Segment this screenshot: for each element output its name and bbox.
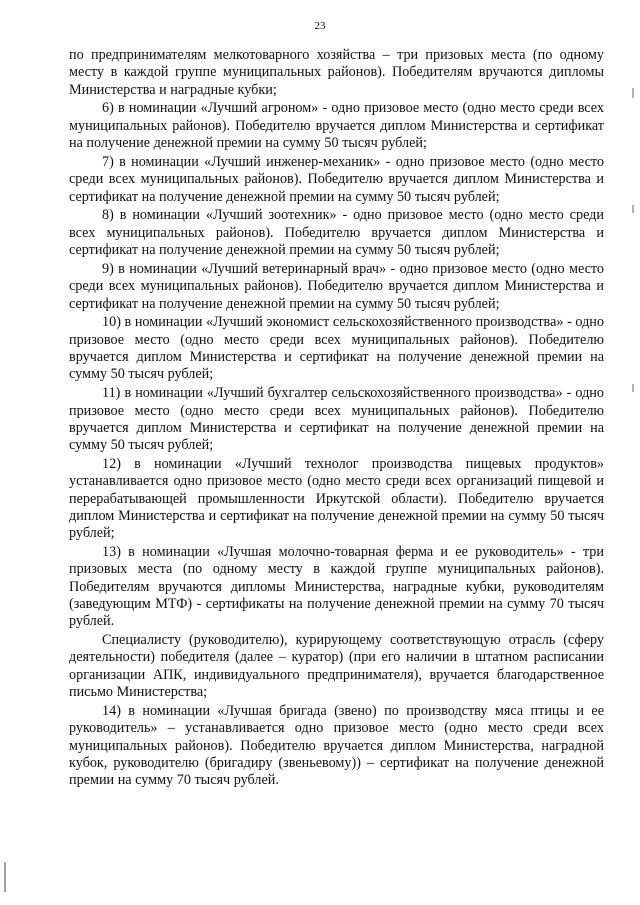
paragraph-item-14: 14) в номинации «Лучшая бригада (звено) по производству мяса птицы и ее руководитель» – устанавливается одно призовое место (одно место среди всех муниципальных районов). Победителю вручается диплом Министерства, наградной кубок, руководителю (бригадиру (звеньевому)) – сертификат на получение денежной премии на сумму 70 тысяч рублей. <box>69 702 604 789</box>
document-body <box>69 47 604 791</box>
paragraph-item-10: 10) в номинации «Лучший экономист сельскохозяйственного производства» - одно призовое место (одно место среди всех муниципальных районов). Победителю вручается диплом Министерства и сертификат на получение денежной премии на сумму 50 тысяч рублей; <box>69 314 604 383</box>
scan-artifact <box>632 88 634 98</box>
paragraph-continuation: по предпринимателям мелкотоварного хозяйства – три призовых места (по одному месту в каждой группе муниципальных районов). Победителям вручаются дипломы Министерства и наградные кубки; <box>69 47 604 98</box>
scan-artifact <box>632 384 634 392</box>
paragraph-curator-note: Специалисту (руководителю), курирующему соответствующую отрасль (сферу деятельности) победителя (далее – куратор) (при его наличии в штатном расписании организации АПК, индивидуального предпринимателя), вручается благодарственное письмо Министерства; <box>69 632 604 701</box>
paragraph-item-13: 13) в номинации «Лучшая молочно-товарная ферма и ее руководитель» - три призовых места (по одному месту в каждой группе муниципальных районов). Победителям вручаются дипломы Министерства, наградные кубки, руководителям (заведующим МТФ) - сертификаты на получение денежной премии на сумму 70 тысяч рублей. <box>69 544 604 630</box>
paragraph-item-6: 6) в номинации «Лучший агроном» - одно призовое место (одно место среди всех муниципальных районов). Победителю вручается диплом Министерства и сертификат на получение денежной премии на сумму 50 тысяч рублей; <box>69 100 604 152</box>
paragraph-item-8: 8) в номинации «Лучший зоотехник» - одно призовое место (одно место среди всех муниципальных районов). Победителю вручается диплом Министерства и сертификат на получение денежной премии на сумму 50 тысяч рублей; <box>69 207 604 259</box>
paragraph-item-12: 12) в номинации «Лучший технолог производства пищевых продуктов» устанавливается одно призовое место (одно место среди всех организаций пищевой и перерабатывающей промышленности Иркутской области). Победителю вручается диплом Министерства и сертификат на получение денежной премии на сумму 50 тысяч рублей; <box>69 455 604 542</box>
paragraph-item-9: 9) в номинации «Лучший ветеринарный врач» - одно призовое место (одно место среди всех муниципальных районов). Победителю вручается диплом Министерства и сертификат на получение денежной премии на сумму 50 тысяч рублей; <box>69 260 604 312</box>
paragraph-item-7: 7) в номинации «Лучший инженер-механик» - одно призовое место (одно место среди всех муниципальных районов). Победителю вручается диплом Министерства и сертификат на получение денежной премии на сумму 50 тысяч рублей; <box>69 153 604 205</box>
paragraph-item-11: 11) в номинации «Лучший бухгалтер сельскохозяйственного производства» - одно призовое место (одно место среди всех муниципальных районов). Победителю вручается диплом Министерства и сертификат на получение денежной премии на сумму 50 тысяч рублей; <box>69 385 604 454</box>
page-number: 23 <box>314 20 326 32</box>
scan-artifact <box>632 205 634 213</box>
scan-artifact <box>4 862 6 892</box>
